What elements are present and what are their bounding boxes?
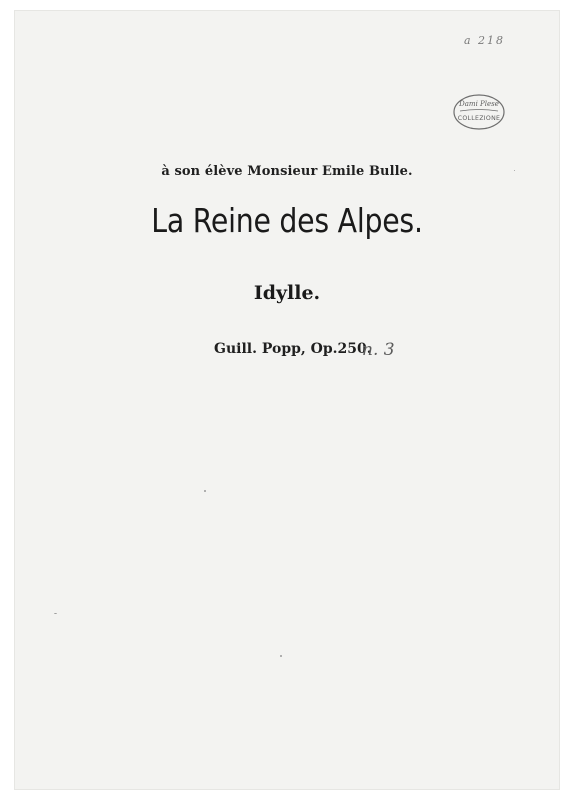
svg-text:COLLEZIONE: COLLEZIONE <box>457 115 501 122</box>
svg-text:Dami Plese: Dami Plese <box>459 100 499 108</box>
paper-speck <box>514 170 515 171</box>
piece-title: La Reine des Alpes. <box>151 201 423 240</box>
collection-stamp <box>452 92 506 132</box>
composer-opus: Guill. Popp, Op.250. <box>214 341 372 357</box>
pencil-catalog-mark: a 218 <box>464 34 506 47</box>
paper-speck <box>54 613 57 614</box>
handwritten-number: n. 3 <box>362 340 395 360</box>
score-title-page <box>14 10 560 790</box>
piece-subtitle: Idylle. <box>253 282 321 304</box>
paper-speck <box>204 490 206 492</box>
paper-speck <box>280 655 282 657</box>
dedication-line: à son élève Monsieur Emile Bulle. <box>161 164 413 179</box>
